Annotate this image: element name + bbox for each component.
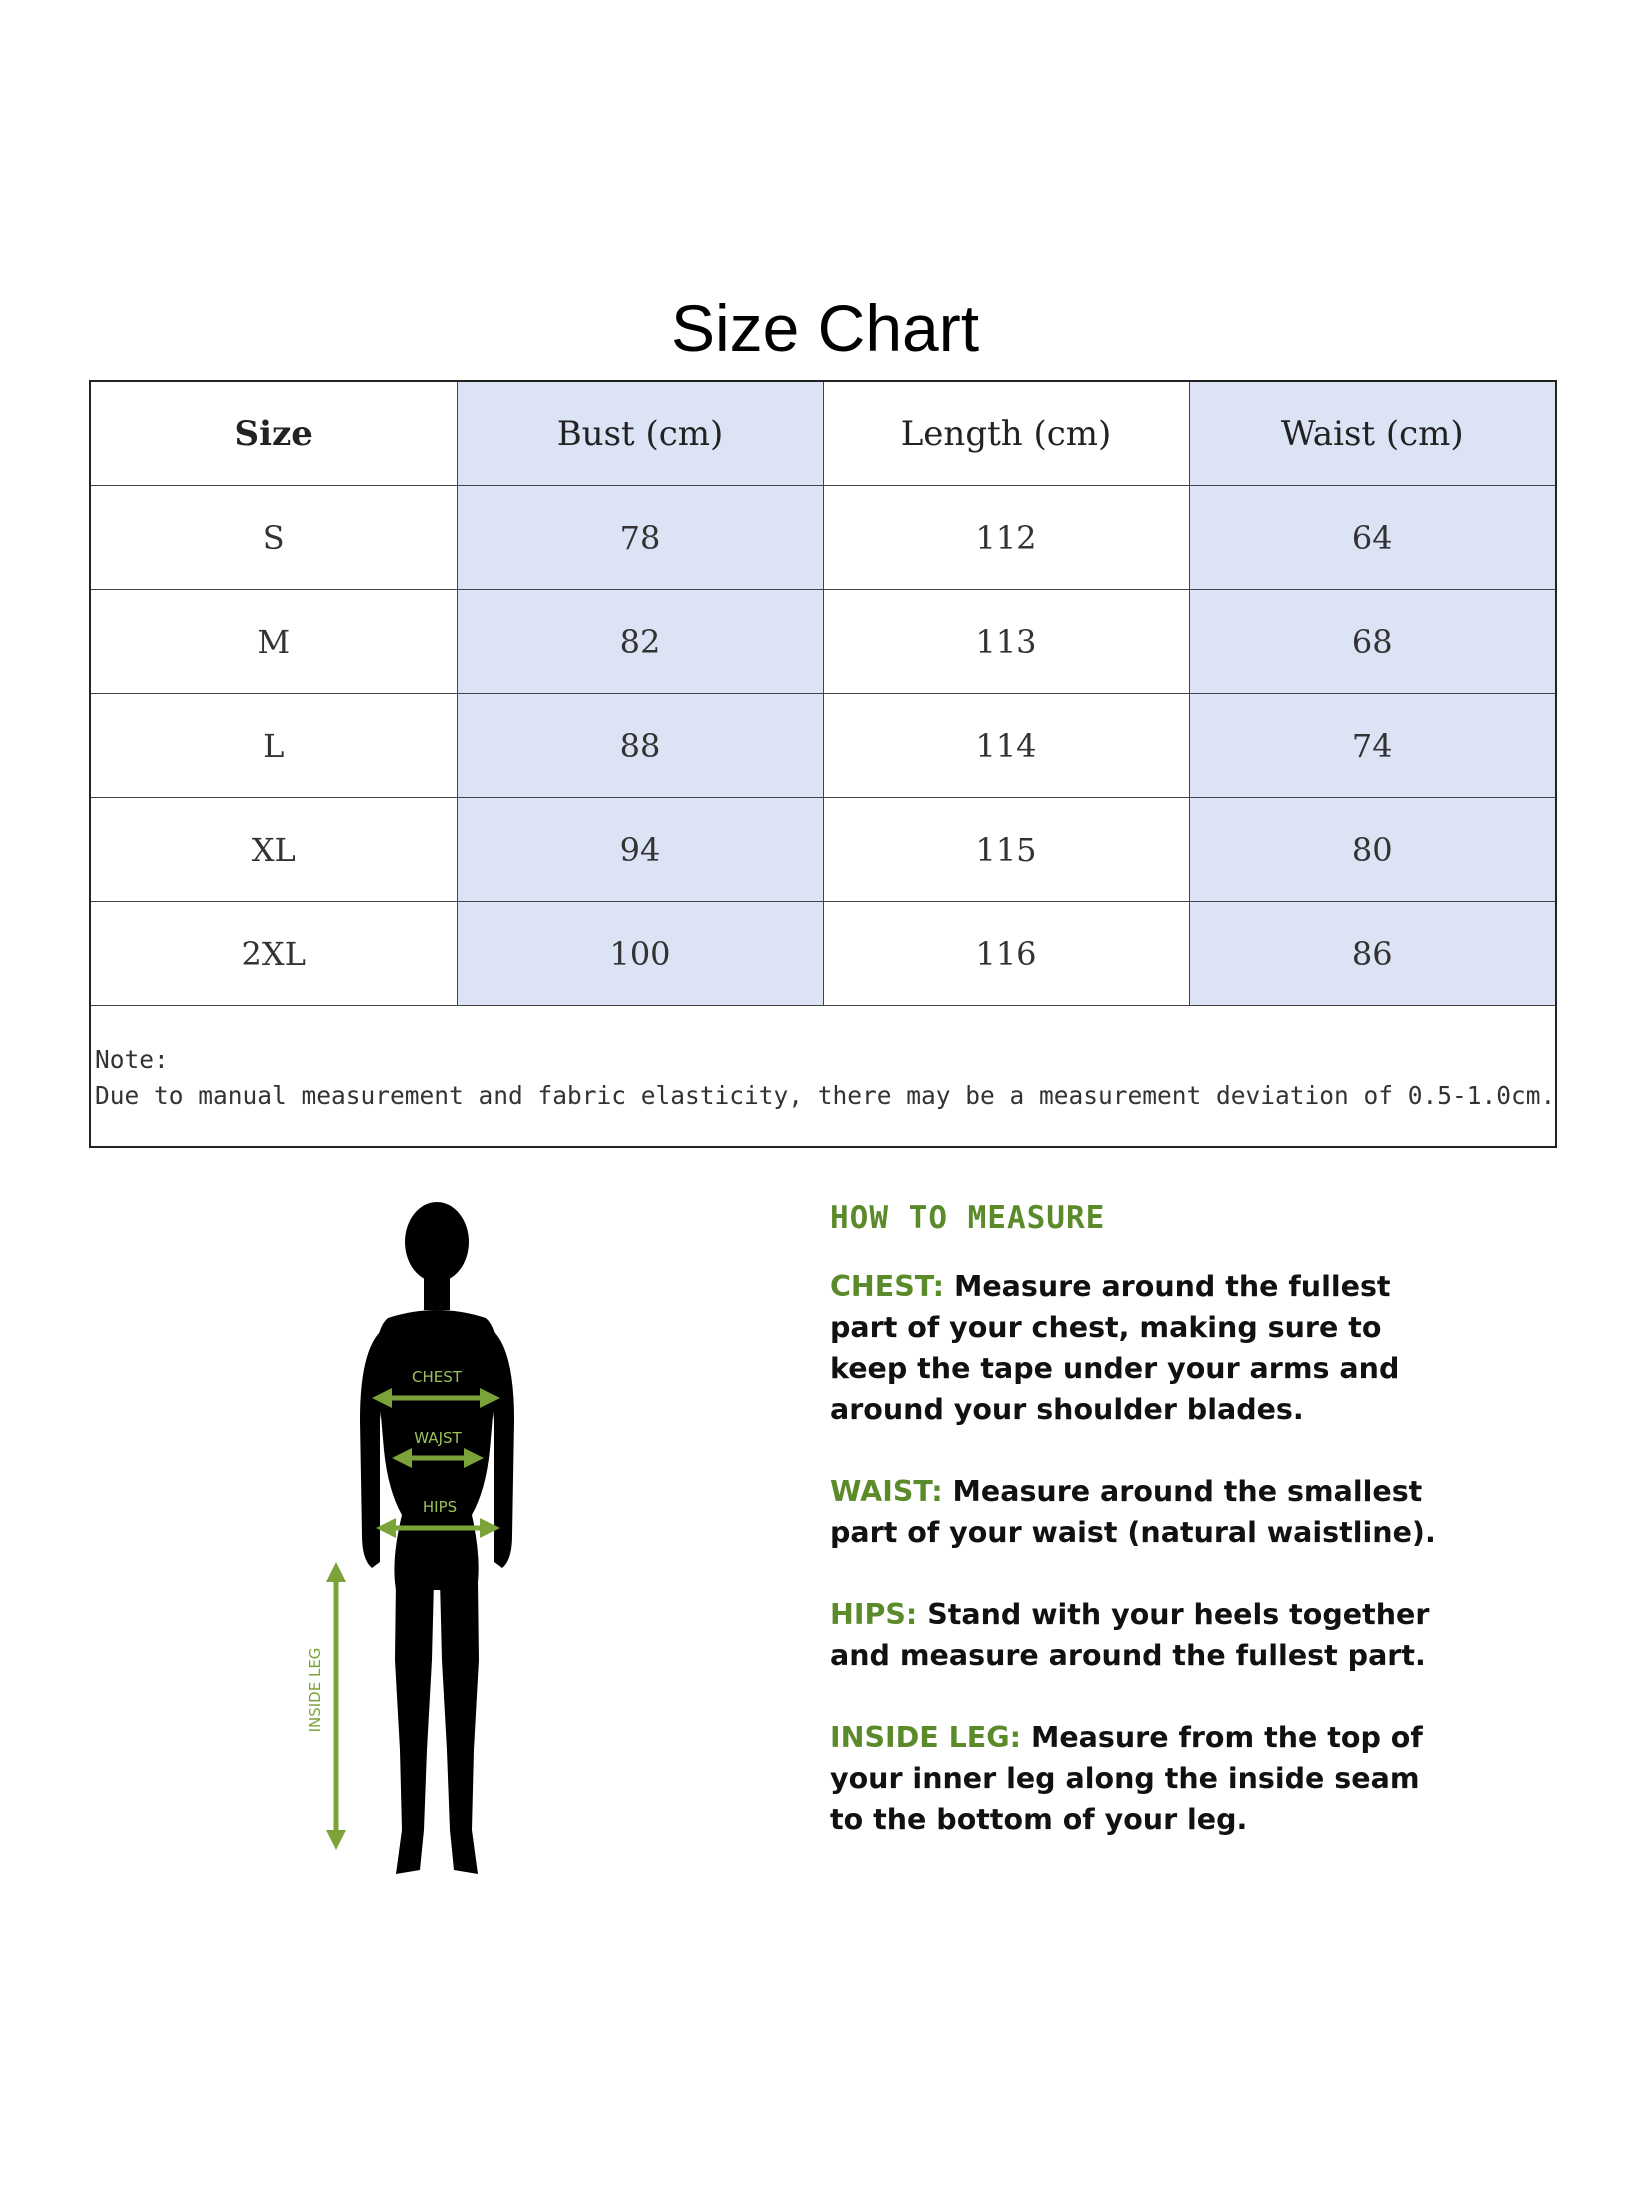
- cell-length: 113: [823, 590, 1189, 694]
- cell-bust: 100: [457, 902, 823, 1006]
- waist-instruction-text: Measure around the smallest part of your waist (natural waistline).: [830, 1475, 1436, 1549]
- hips-label: HIPS: [422, 1498, 458, 1516]
- chest-instruction-text: Measure around the fullest part of your chest, making sure to keep the tape under your arms and around your shoulder blades.: [830, 1270, 1400, 1426]
- note-text: Due to manual measurement and fabric elasticity, there may be a measurement deviation of 0.5-1.0cm.: [95, 1081, 1556, 1110]
- chest-instruction: [830, 1266, 1450, 1430]
- cell-size: XL: [91, 798, 457, 902]
- table-row: [91, 798, 1555, 902]
- header-bust: Bust (cm): [457, 382, 823, 486]
- cell-size: M: [91, 590, 457, 694]
- cell-bust: 94: [457, 798, 823, 902]
- table-row: [91, 486, 1555, 590]
- note-label: Note:: [95, 1045, 169, 1074]
- waist-instruction-label: WAIST:: [830, 1475, 943, 1508]
- waist-instruction: [830, 1471, 1450, 1553]
- waist-label: WAJST: [414, 1429, 462, 1447]
- inside-leg-instruction-label: INSIDE LEG:: [830, 1721, 1022, 1754]
- size-chart: [89, 380, 1557, 1148]
- hips-instruction: [830, 1594, 1450, 1676]
- cell-size: 2XL: [91, 902, 457, 1006]
- cell-length: 112: [823, 486, 1189, 590]
- table-header-row: [91, 382, 1555, 486]
- chest-instruction-label: CHEST:: [830, 1270, 945, 1303]
- chest-label: CHEST: [412, 1368, 462, 1386]
- measurement-note: [95, 1042, 1555, 1114]
- header-length: Length (cm): [823, 382, 1189, 486]
- how-to-measure-section: [830, 1200, 1450, 1881]
- cell-bust: 82: [457, 590, 823, 694]
- inside-leg-instruction: [830, 1717, 1450, 1840]
- hips-instruction-text: Stand with your heels together and measure around the fullest part.: [830, 1598, 1430, 1672]
- cell-waist: 64: [1189, 486, 1555, 590]
- cell-length: 115: [823, 798, 1189, 902]
- table-row: [91, 694, 1555, 798]
- header-waist: Waist (cm): [1189, 382, 1555, 486]
- body-measurement-figure: [290, 1190, 590, 1910]
- cell-waist: 80: [1189, 798, 1555, 902]
- how-to-title: HOW TO MEASURE: [830, 1200, 1106, 1236]
- cell-waist: 86: [1189, 902, 1555, 1006]
- table-row: [91, 590, 1555, 694]
- cell-length: 116: [823, 902, 1189, 1006]
- inside-leg-instruction-text: Measure from the top of your inner leg along the inside seam to the bottom of your leg.: [830, 1721, 1423, 1836]
- cell-size: L: [91, 694, 457, 798]
- header-size: Size: [91, 382, 457, 486]
- cell-length: 114: [823, 694, 1189, 798]
- table-row: [91, 902, 1555, 1006]
- silhouette-illustration: [290, 1190, 590, 1910]
- cell-size: S: [91, 486, 457, 590]
- page-title: Size Chart: [670, 291, 980, 365]
- cell-bust: 78: [457, 486, 823, 590]
- inside-leg-arrow: [306, 1572, 336, 1840]
- hips-instruction-label: HIPS:: [830, 1598, 918, 1631]
- cell-waist: 68: [1189, 590, 1555, 694]
- size-table: [91, 382, 1555, 1006]
- cell-bust: 88: [457, 694, 823, 798]
- person-silhouette-icon: [360, 1202, 514, 1874]
- inside-leg-label: INSIDE LEG: [306, 1647, 324, 1733]
- cell-waist: 74: [1189, 694, 1555, 798]
